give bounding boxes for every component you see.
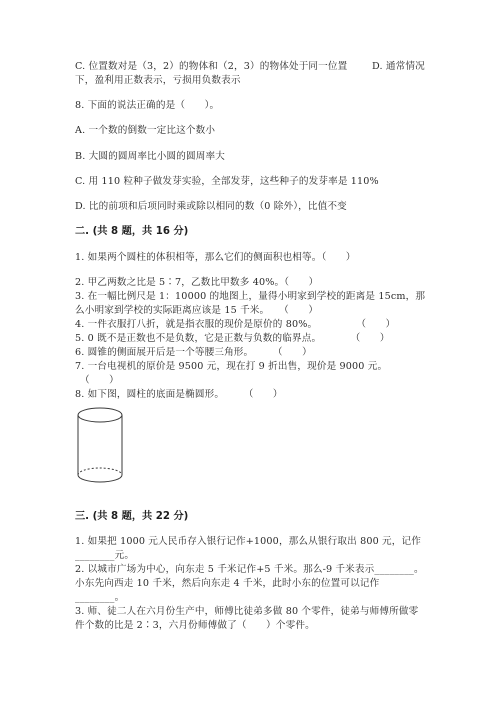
s3-item-2-line1: 2. 以城市广场为中心，向东走 5 千米记作+5 千米。那么-9 千米表示________。: [75, 564, 424, 575]
cylinder-top-ellipse: [78, 408, 122, 422]
s2-item-3-line1: 3. 在一幅比例尺是 1：10000 的地图上，量得小明家到学校的距离是 15cm，那: [75, 291, 426, 302]
cylinder-figure: [72, 405, 130, 487]
s2-item-5: 5. 0 既不是正数也不是负数，它是正数与负数的临界点。 （ ）: [75, 333, 390, 344]
s2-item-2: 2. 甲乙两数之比是 5∶7，乙数比甲数多 40%。（ ）: [75, 277, 319, 288]
s3-item-3-line1: 3. 师、徒二人在六月份生产中，师傅比徒弟多做 80 个零件，徒弟与师傅所做零: [75, 606, 419, 617]
s2-item-7-line2: （ ）: [75, 375, 119, 386]
section-2-heading: 二. (共 8 题，共 16 分): [75, 226, 189, 237]
s2-item-6: 6. 圆锥的侧面展开后是一个等腰三角形。 （ ）: [75, 347, 312, 358]
q8-stem: 8. 下面的说法正确的是（ ）。: [75, 100, 220, 111]
s2-item-4: 4. 一件衣服打八折，就是指衣服的现价是原价的 80%。 （ ）: [75, 319, 396, 330]
q8-option-b: B. 大圆的圆周率比小圆的圆周率大: [75, 151, 226, 162]
s3-item-1-line1: 1. 如果把 1000 元人民币存入银行记作+1000，那么从银行取出 800 元，记作: [75, 536, 422, 547]
s3-item-1-line2: ________元。: [75, 550, 135, 561]
option-c-prev: C. 位置数对是（3，2）的物体和（2，3）的物体处于同一位置: [75, 61, 348, 72]
s2-item-3-line2: 么小明家到学校的实际距离应该是 15 千米。 （ ）: [75, 305, 319, 316]
s2-item-7-line1: 7. 一台电视机的原价是 9500 元，现在打 9 折出售，现价是 9000 元。: [75, 361, 388, 372]
cylinder-bottom-hidden: [78, 468, 122, 475]
s3-item-2-line2: 小东先向西走 10 千米，然后向东走 4 千米，此时小东的位置可以记作: [75, 578, 380, 589]
s2-item-1: 1. 如果两个圆柱的体积相等，那么它们的侧面积也相等。（ ）: [75, 252, 356, 263]
s3-item-2-line3: ________。: [75, 592, 125, 603]
s2-item-8: 8. 如下图，圆柱的底面是椭圆形。 （ ）: [75, 389, 283, 400]
q8-option-d: D. 比的前项和后项同时乘或除以相同的数（0 除外），比值不变: [75, 201, 347, 212]
section-3-heading: 三. (共 8 题，共 22 分): [75, 511, 189, 522]
s3-item-3-line2: 件个数的比是 2∶3，六月份师傅做了（ ）个零件。: [75, 620, 315, 631]
option-d-continuation: 下，盈利用正数表示，亏损用负数表示: [75, 75, 241, 86]
option-d-prev: D. 通常情况: [372, 61, 425, 72]
q8-option-c: C. 用 110 粒种子做发芽实验，全部发芽，这些种子的发芽率是 110%: [75, 176, 379, 187]
cylinder-bottom-front: [78, 475, 122, 482]
q8-option-a: A. 一个数的倒数一定比这个数小: [75, 125, 216, 136]
